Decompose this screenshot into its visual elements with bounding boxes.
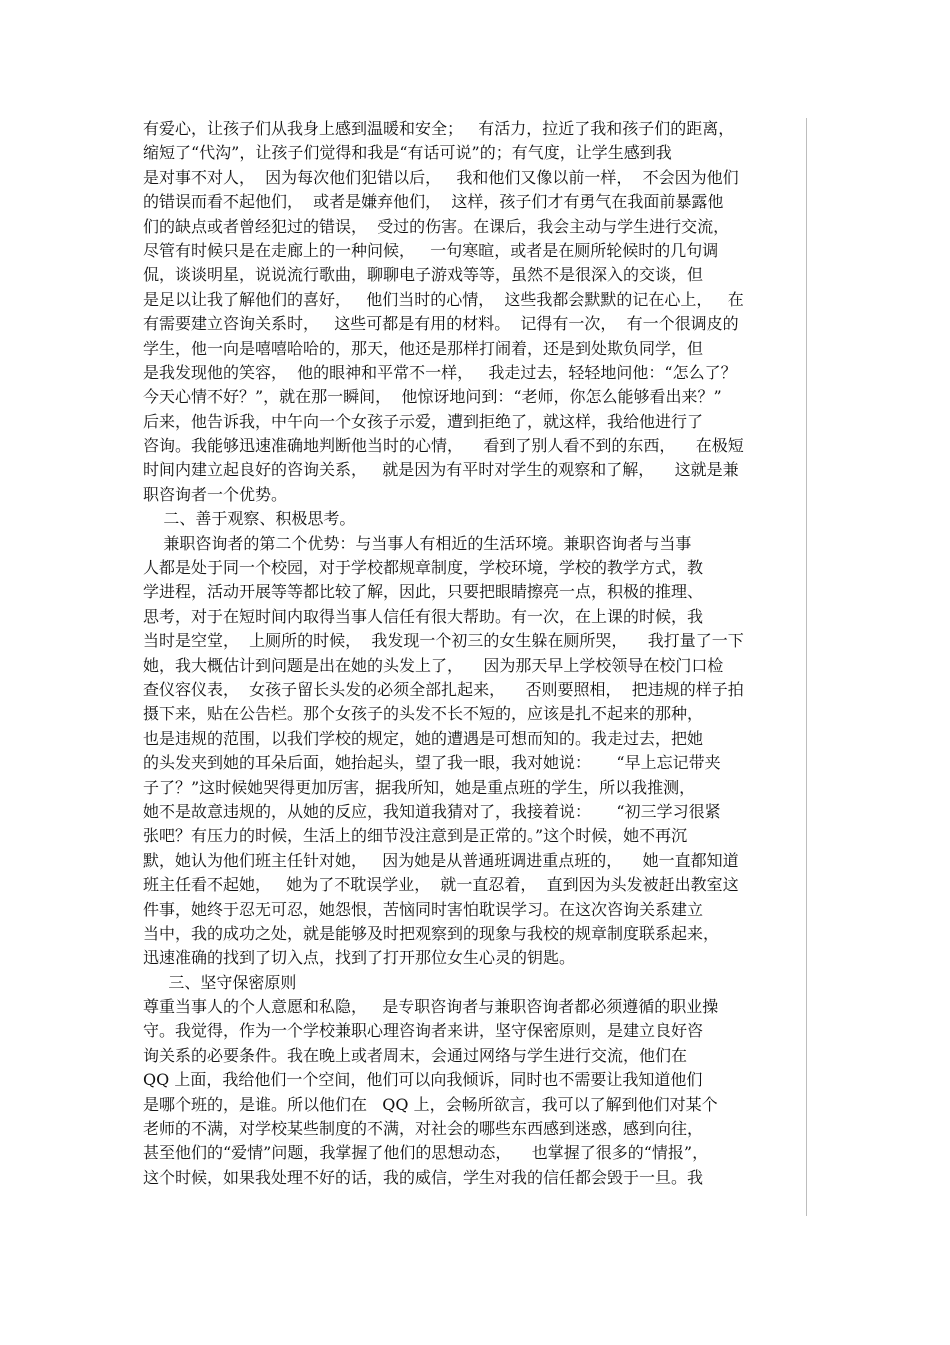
text-line: 查仪容仪表， 女孩子留长头发的必须全部扎起来， 否则要照相， 把违规的样子拍 bbox=[143, 679, 744, 699]
text-line: 的错误而看不起他们， 或者是嫌弃他们， 这样，孩子们才有勇气在我面前暴露他 bbox=[143, 192, 724, 212]
text-line: 学进程，活动开展等等都比较了解，因此，只要把眼睛擦亮一点，积极的推理、 bbox=[143, 582, 704, 602]
text-line: 职咨询者一个优势。 bbox=[143, 484, 288, 504]
text-line: 咨询。我能够迅速准确地判断他当时的心情， 看到了别人看不到的东西， 在极短 bbox=[143, 436, 744, 456]
text-line: 是我发现他的笑容， 他的眼神和平常不一样， 我走过去，轻轻地问他：“怎么了？ bbox=[143, 362, 737, 382]
text-line: 当时是空堂， 上厕所的时候， 我发现一个初三的女生躲在厕所哭， 我打量了一下 bbox=[143, 631, 744, 651]
text-line: 是足以让我了解他们的喜好， 他们当时的心情， 这些我都会默默的记在心上， 在 bbox=[143, 289, 744, 309]
text-line: 默，她认为他们班主任针对她， 因为她是从普通班调进重点班的， 她一直都知道 bbox=[143, 850, 739, 870]
text-line: 后来，他告诉我，中午向一个女孩子示爱，遭到拒绝了，就这样，我给他进行了 bbox=[143, 411, 704, 431]
text-line: 也是违规的范围，以我们学校的规定，她的遭遇是可想而知的。我走过去，把她 bbox=[143, 728, 704, 748]
text-line: 三、坚守保密原则 bbox=[143, 972, 297, 992]
text-line: 件事，她终于忍无可忍，她怨恨，苦恼同时害怕耽误学习。在这次咨询关系建立 bbox=[143, 899, 704, 919]
text-line: 尽管有时候只是在走廊上的一种问候， 一句寒暄，或者是在厕所轮候时的几句调 bbox=[143, 240, 719, 260]
text-line: 人都是处于同一个校园，对于学校都规章制度，学校环境，学校的教学方式，教 bbox=[143, 558, 704, 578]
text-line: 缩短了“代沟”，让孩子们觉得和我是“有话可说”的；有气度，让学生感到我 bbox=[143, 143, 672, 163]
text-line: 迅速准确的找到了切入点，找到了打开那位女生心灵的钥匙。 bbox=[143, 948, 576, 968]
text-line: 时间内建立起良好的咨询关系， 就是因为有平时对学生的观察和了解， 这就是兼 bbox=[143, 460, 739, 480]
text-line: 的头发夹到她的耳朵后面，她抬起头，望了我一眼，我对她说： “早上忘记带夹 bbox=[143, 753, 721, 773]
text-line: 学生，他一向是嘻嘻哈哈的，那天，他还是那样打闹着，还是到处欺负同学，但 bbox=[143, 338, 704, 358]
text-line: 有需要建立咨询关系时， 这些可都是有用的材料。 记得有一次， 有一个很调皮的 bbox=[143, 314, 739, 334]
text-line: 二、善于观察、积极思考。 bbox=[143, 509, 356, 529]
text-line: 兼职咨询者的第二个优势：与当事人有相近的生活环境。兼职咨询者与当事 bbox=[143, 533, 692, 553]
text-line: 她，我大概估计到问题是出在她的头发上了， 因为那天早上学校领导在校门口检 bbox=[143, 655, 724, 675]
text-line: 她不是故意违规的，从她的反应，我知道我猜对了，我接着说： “初三学习很紧 bbox=[143, 801, 721, 821]
document-body bbox=[143, 117, 808, 1190]
text-line: 老师的不满，对学校某些制度的不满，对社会的哪些东西感到迷惑，感到向往， bbox=[143, 1119, 704, 1139]
text-line: 甚至他们的“爱情”问题，我掌握了他们的思想动态， 也掌握了很多的“情报”， bbox=[143, 1143, 709, 1163]
text-line: QQ 上面，我给他们一个空间，他们可以向我倾诉，同时也不需要让我知道他们 bbox=[143, 1070, 703, 1090]
text-line: 班主任看不起她， 她为了不耽误学业， 就一直忍着， 直到因为头发被赶出教室这 bbox=[143, 875, 739, 895]
text-line: 是哪个班的，是谁。所以他们在 QQ 上，会畅所欲言，我可以了解到他们对某个 bbox=[143, 1094, 718, 1114]
text-line: 思考，对于在短时间内取得当事人信任有很大帮助。有一次，在上课的时候，我 bbox=[143, 606, 704, 626]
text-line: 子了？”这时候她哭得更加厉害，据我所知，她是重点班的学生，所以我推测， bbox=[143, 777, 696, 797]
text-line: 们的缺点或者曾经犯过的错误， 受过的伤害。在课后，我会主动与学生进行交流， bbox=[143, 216, 730, 236]
text-line: 尊重当事人的个人意愿和私隐， 是专职咨询者与兼职咨询者都必须遵循的职业操 bbox=[143, 997, 719, 1017]
text-line: 守。我觉得，作为一个学校兼职心理咨询者来讲，坚守保密原则，是建立良好咨 bbox=[143, 1021, 704, 1041]
text-line: 摄下来，贴在公告栏。那个女孩子的头发不长不短的，应该是扎不起来的那种， bbox=[143, 704, 704, 724]
text-line: 是对事不对人， 因为每次他们犯错以后， 我和他们又像以前一样， 不会因为他们 bbox=[143, 167, 739, 187]
text-line: 这个时候，如果我处理不好的话，我的威信，学生对我的信任都会毁于一旦。我 bbox=[143, 1167, 704, 1187]
text-line: 当中，我的成功之处，就是能够及时把观察到的现象与我校的规章制度联系起来， bbox=[143, 923, 720, 943]
text-line: 侃，谈谈明星，说说流行歌曲，聊聊电子游戏等等，虽然不是很深入的交谈，但 bbox=[143, 265, 704, 285]
text-line: 有爱心，让孩子们从我身上感到温暖和安全； 有活力，拉近了我和孩子们的距离， bbox=[143, 119, 735, 138]
text-line: 今天心情不好？”，就在那一瞬间， 他惊讶地问到：“老师，你怎么能够看出来？” bbox=[143, 387, 722, 407]
text-line: 张吧？有压力的时候，生活上的细节没注意到是正常的。”这个时候，她不再沉 bbox=[143, 826, 688, 846]
text-line: 询关系的必要条件。我在晚上或者周末，会通过网络与学生进行交流，他们在 bbox=[143, 1045, 688, 1065]
